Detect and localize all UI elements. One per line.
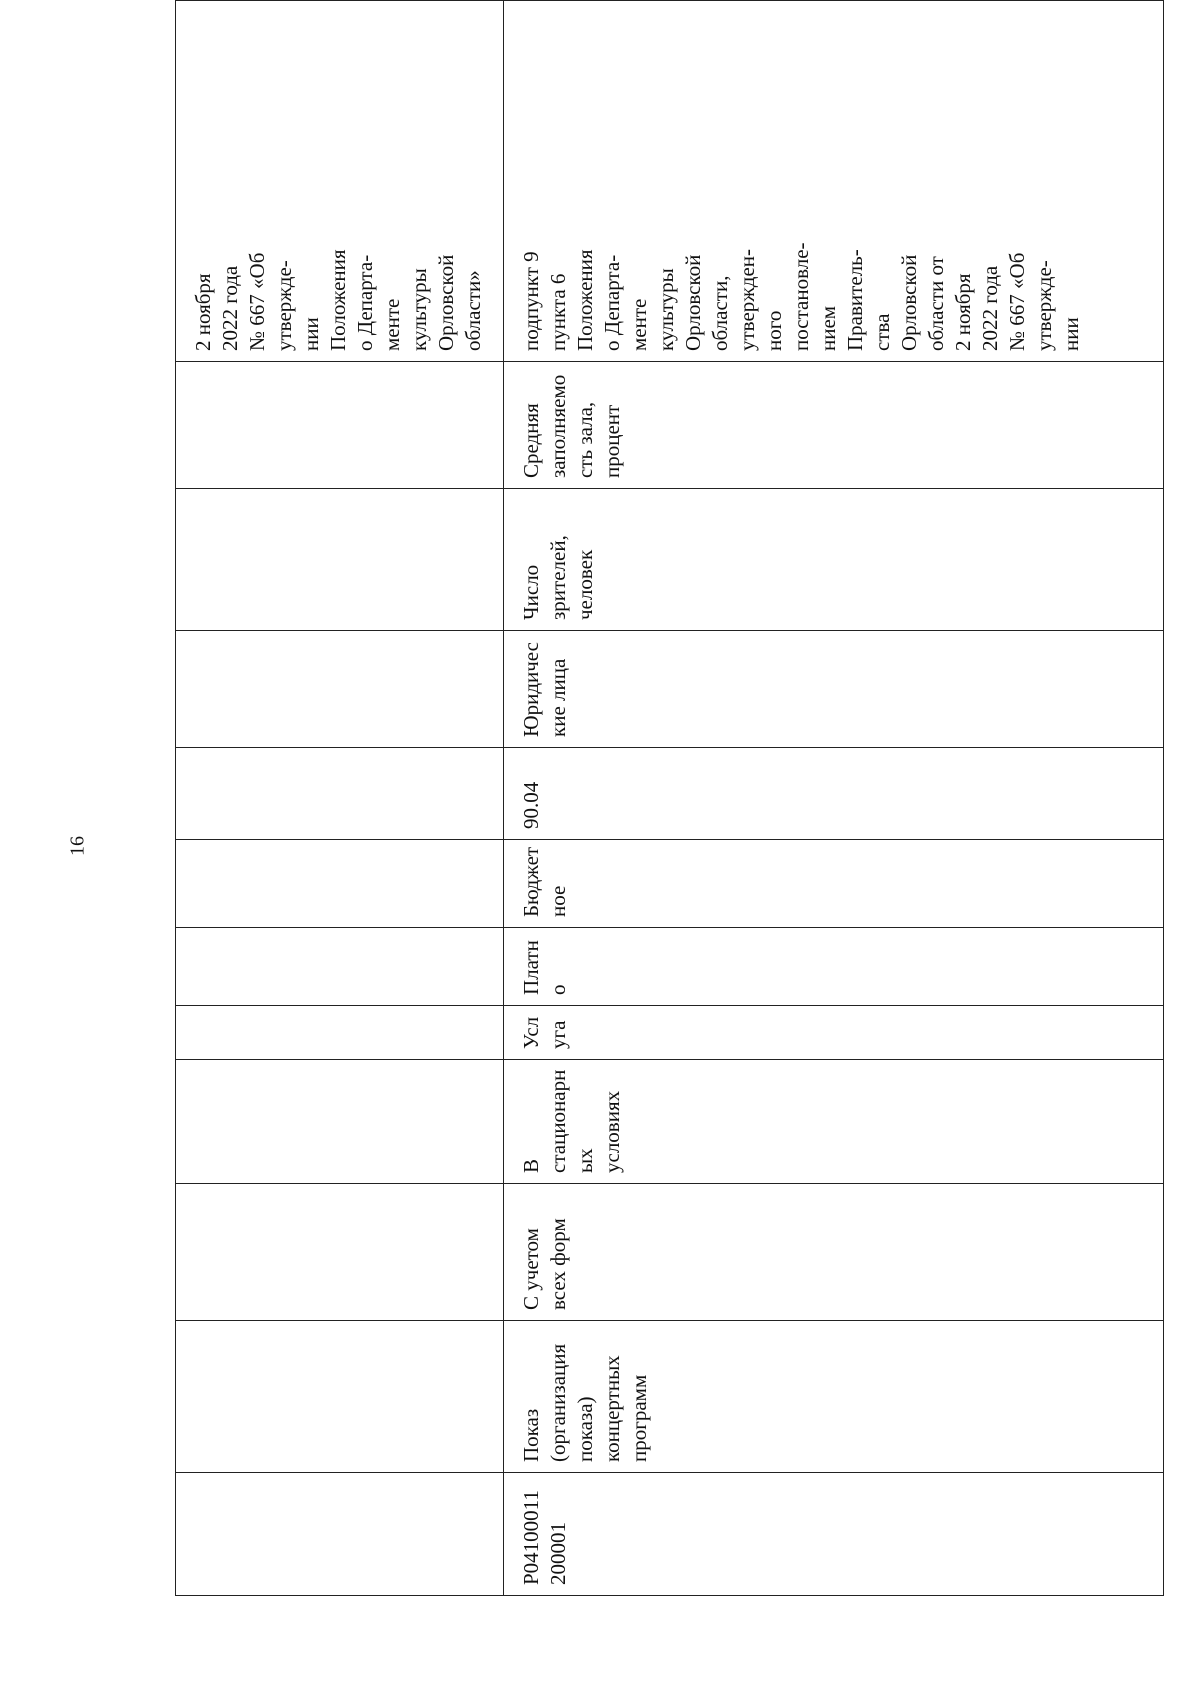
page-number: 16 <box>66 836 89 856</box>
table-cell <box>176 840 504 928</box>
table-cell <box>176 489 504 631</box>
document-table <box>175 0 1164 1596</box>
table-cell-okved-code: 90.04 <box>504 748 1164 840</box>
table-row-continuation <box>176 1 504 1596</box>
table-cell <box>176 928 504 1006</box>
table-cell <box>176 362 504 489</box>
table-cell-conditions: В стационарн ых условиях <box>504 1060 1164 1184</box>
table-cell <box>176 748 504 840</box>
table-cell <box>176 631 504 748</box>
table-cell-quality-indicator: Средняя заполняемо сть зала, процент <box>504 362 1164 489</box>
table-cell <box>176 1060 504 1184</box>
table-row-service <box>504 1 1164 1596</box>
table-cell-type: Усл уга <box>504 1006 1164 1060</box>
table-cell <box>176 1473 504 1596</box>
table-cell <box>176 1321 504 1473</box>
table-cell-legal-basis: подпункт 9 пункта 6 Положения о Департа- менте культуры Орловской области, утвержден- ного постановле- нием Правитель- ства Орловской области от 2 ноября 2022 года № 667 «Об утвержде- нии <box>504 1 1164 362</box>
table-cell-service-name: Показ (организация показа) концертных программ <box>504 1321 1164 1473</box>
table-cell-consumers: Юридичес кие лица <box>504 631 1164 748</box>
table-cell-institution-type: Бюджет ное <box>504 840 1164 928</box>
table-wrapper <box>175 101 1117 1596</box>
table-cell-form: С учетом всех форм <box>504 1184 1164 1321</box>
table-cell-registry-code: Р04100011 200001 <box>504 1473 1164 1596</box>
table-cell-legal-basis-continued: 2 ноября 2022 года № 667 «Об утвержде- нии Положения о Департа- менте культуры Орловской области» <box>176 1 504 362</box>
table-cell-volume-indicator: Число зрителей, человек <box>504 489 1164 631</box>
table-cell <box>176 1006 504 1060</box>
table-cell <box>176 1184 504 1321</box>
table-cell-payment: Платн о <box>504 928 1164 1006</box>
